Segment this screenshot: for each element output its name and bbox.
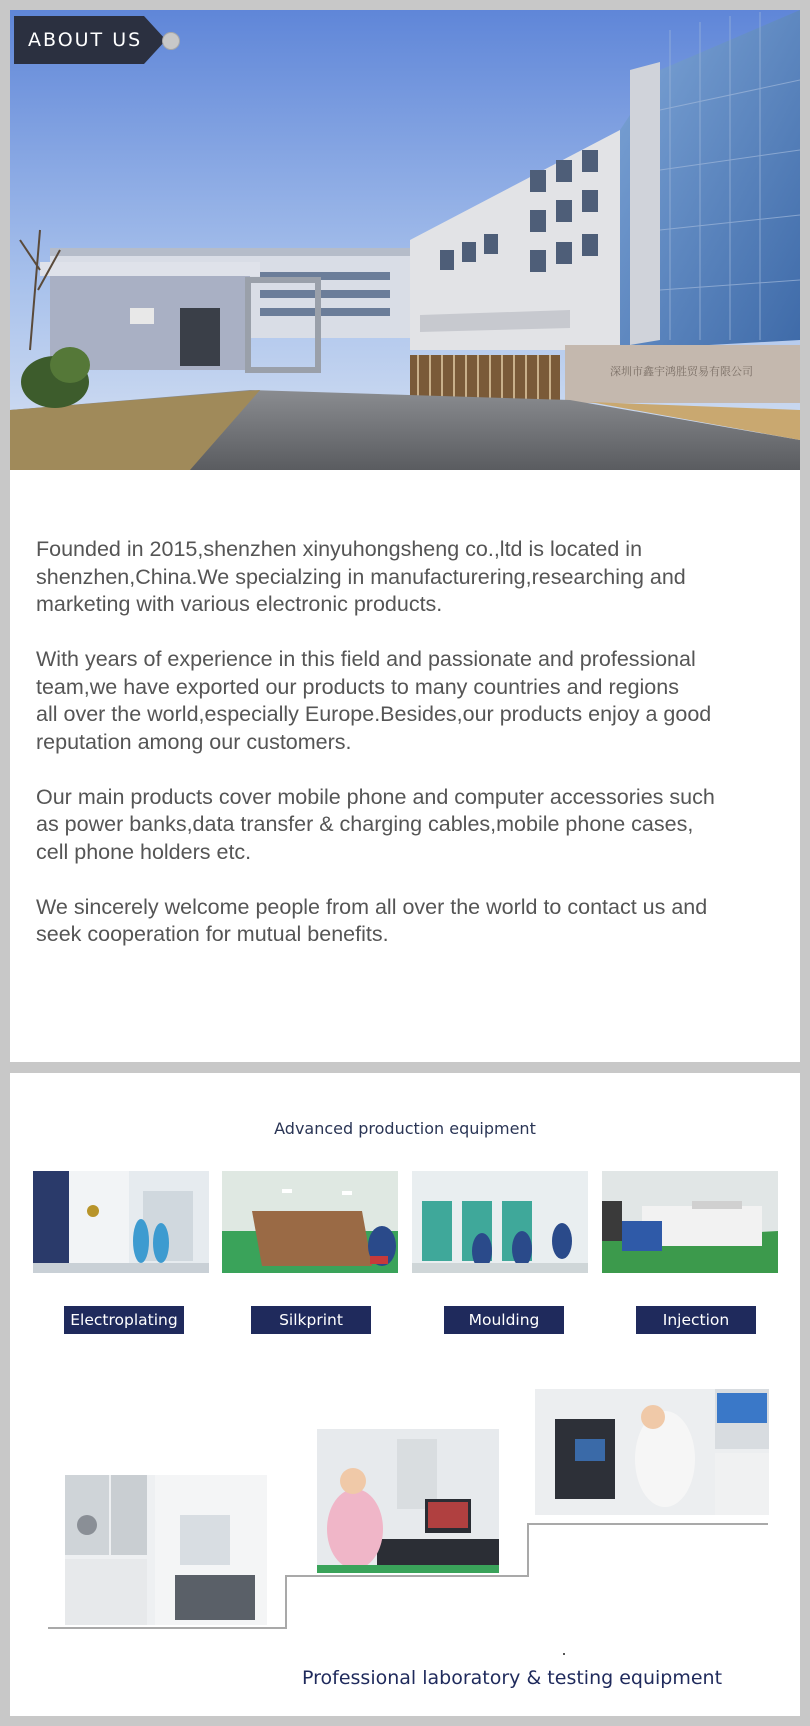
about-paragraph-2: With years of experience in this field and passionate and professional team,we have exported our products to many countries and regions all over the world,especially Europe.Besides,our products enjoy a good reputation among our customers. (36, 647, 712, 754)
equipment-title: Advanced production equipment (274, 1119, 536, 1138)
factory-hero-image (10, 10, 800, 470)
about-paragraph-4: We sincerely welcome people from all over the world to contact us and seek cooperation for mutual benefits. (36, 894, 708, 946)
injection-badge: Injection (636, 1306, 756, 1334)
decorative-dot (563, 1653, 565, 1655)
moulding-badge: Moulding (444, 1306, 564, 1334)
lab-photo-2 (317, 1429, 499, 1573)
lab-title: Professional laboratory & testing equipment (302, 1667, 723, 1689)
equipment-section (10, 1073, 800, 1716)
about-us-label: ABOUT US (28, 29, 143, 51)
about-paragraph-1: Founded in 2015,shenzhen xinyuhongsheng co.,ltd is located in shenzhen,China.We specialzing in manufacturering,researching and marketing with various electronic products. (36, 537, 686, 616)
tag-dot-icon (162, 32, 180, 50)
about-us-section (10, 10, 800, 1062)
company-sign-text: 深圳市鑫宇鸿胜贸易有限公司 (610, 365, 753, 378)
lab-photo-3 (535, 1389, 769, 1515)
silkprint-badge: Silkprint (251, 1306, 371, 1334)
lab-photo-1 (65, 1475, 267, 1625)
about-us-text (36, 536, 800, 976)
electroplating-badge: Electroplating (64, 1306, 184, 1334)
about-us-tag (14, 16, 172, 64)
about-paragraph-3: Our main products cover mobile phone and computer accessories such as power banks,data transfer & charging cables,mobile phone cases, cell phone holders etc. (36, 784, 715, 864)
